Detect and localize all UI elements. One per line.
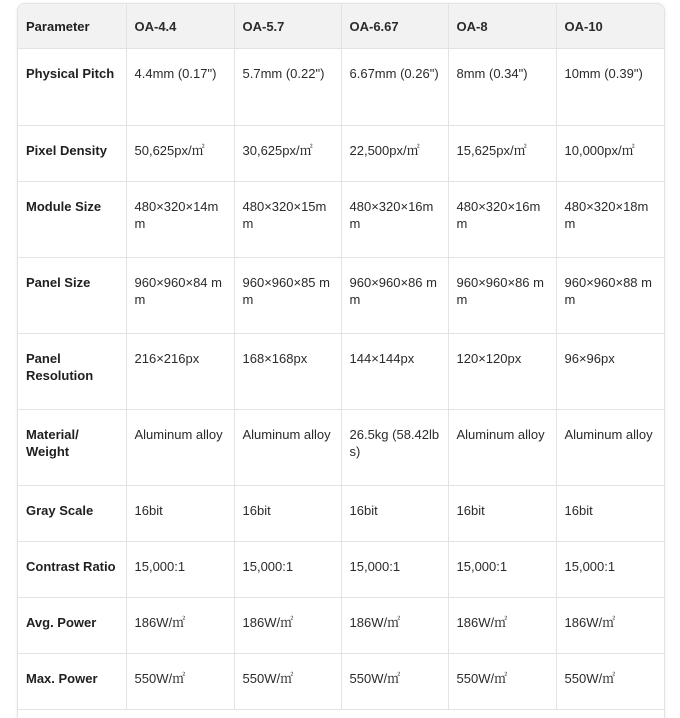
table-cell: 120×120px [448,333,556,409]
table-row [18,597,664,653]
table-row [18,125,664,181]
table-cell: 186W/㎡ [448,597,556,653]
table-cell: 960×960×88 mm [556,257,664,333]
table-cell: 480×320×16mm [448,181,556,257]
table-cell: Aluminum alloy [448,409,556,485]
row-label: Material/ Weight [18,409,126,485]
table-cell: 960×960×86 mm [448,257,556,333]
table-cell: 960×960×86 mm [341,257,448,333]
row-label: Panel Resolution [18,333,126,409]
table-row [18,485,664,541]
table-cell: 15,000:1 [341,541,448,597]
table-cell: 550W/㎡ [126,653,234,709]
table-cell: 16bit [556,485,664,541]
header-cell-model: OA-10 [556,4,664,48]
table-cell: 480×320×18mm [556,181,664,257]
table-row [18,653,664,709]
table-cell: Aluminum alloy [126,409,234,485]
table-cell: 550W/㎡ [448,653,556,709]
table-cell: 480×320×14mm [126,181,234,257]
table-cell: 6.67mm (0.26") [341,48,448,125]
table-cell: 22,500px/㎡ [341,125,448,181]
table-cell: 550W/㎡ [341,653,448,709]
header-row [18,4,664,48]
table-cell: 550W/㎡ [556,653,664,709]
table-row [18,257,664,333]
row-label: Physical Pitch [18,48,126,125]
table-cell: 15,000:1 [126,541,234,597]
table-row [18,181,664,257]
table-cell: 960×960×84 mm [126,257,234,333]
spec-table [18,4,664,710]
header-cell-model: OA-6.67 [341,4,448,48]
table-row [18,48,664,125]
table-cell: 550W/㎡ [234,653,341,709]
row-label: Pixel Density [18,125,126,181]
table-cell: 8mm (0.34") [448,48,556,125]
table-cell: 216×216px [126,333,234,409]
row-label: Gray Scale [18,485,126,541]
table-cell: 144×144px [341,333,448,409]
table-cell: 186W/㎡ [556,597,664,653]
table-cell: 96×96px [556,333,664,409]
table-cell: Aluminum alloy [234,409,341,485]
table-cell: 480×320×16mm [341,181,448,257]
table-cell: 10mm (0.39") [556,48,664,125]
table-cell: 186W/㎡ [341,597,448,653]
spec-table-container [17,3,665,718]
table-row [18,541,664,597]
table-cell: 168×168px [234,333,341,409]
table-cell: 16bit [448,485,556,541]
table-cell: 50,625px/㎡ [126,125,234,181]
row-label: Max. Power [18,653,126,709]
table-cell: 16bit [126,485,234,541]
table-cell: Aluminum alloy [556,409,664,485]
table-cell: 960×960×85 mm [234,257,341,333]
table-cell: 16bit [234,485,341,541]
table-cell: 15,000:1 [556,541,664,597]
table-cell: 15,000:1 [448,541,556,597]
table-cell: 15,625px/㎡ [448,125,556,181]
row-label: Avg. Power [18,597,126,653]
header-cell-parameter: Parameter [18,4,126,48]
table-cell: 16bit [341,485,448,541]
table-cell: 186W/㎡ [126,597,234,653]
header-cell-model: OA-8 [448,4,556,48]
table-row [18,333,664,409]
table-cell: 15,000:1 [234,541,341,597]
row-label: Module Size [18,181,126,257]
table-cell: 10,000px/㎡ [556,125,664,181]
table-cell: 30,625px/㎡ [234,125,341,181]
table-cell: 186W/㎡ [234,597,341,653]
table-cell: 26.5kg (58.42lbs) [341,409,448,485]
row-label: Panel Size [18,257,126,333]
row-label: Contrast Ratio [18,541,126,597]
table-cell: 480×320×15mm [234,181,341,257]
header-cell-model: OA-5.7 [234,4,341,48]
table-row [18,409,664,485]
table-cell: 5.7mm (0.22") [234,48,341,125]
table-cell: 4.4mm (0.17") [126,48,234,125]
header-cell-model: OA-4.4 [126,4,234,48]
